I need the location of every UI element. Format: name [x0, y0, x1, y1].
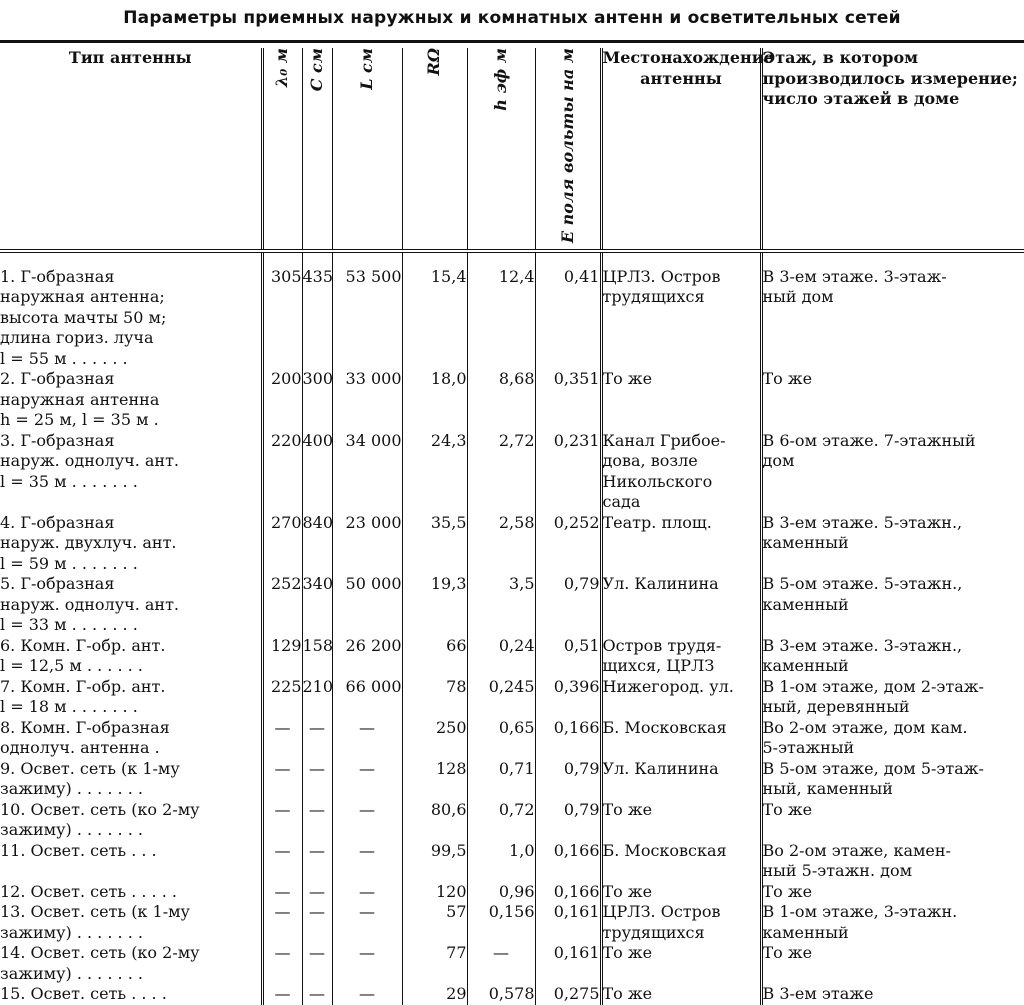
header-lambda-label: λ₀ м	[272, 48, 293, 87]
header-h	[467, 48, 535, 251]
antenna-type-line: наружная антенна;	[0, 287, 261, 308]
field-strength-cell: 0,51	[535, 636, 601, 677]
floor-line: ный, каменный	[763, 779, 1024, 800]
capacitance-cell: 340	[302, 574, 332, 636]
table-row	[0, 841, 1024, 882]
wavelength-cell: 220	[262, 431, 302, 513]
field-strength-cell: 0,161	[535, 943, 601, 984]
antenna-type-line: l = 33 м . . . . . . .	[0, 615, 261, 636]
floor-cell	[761, 984, 1024, 1005]
wavelength-cell: —	[262, 759, 302, 800]
header-l-label: L см	[357, 48, 378, 90]
capacitance-cell: 840	[302, 513, 332, 575]
floor-line: ный, деревянный	[763, 697, 1024, 718]
wavelength-cell: —	[262, 902, 302, 943]
antenna-type-line: наружная антенна	[0, 390, 261, 411]
location-cell	[601, 251, 761, 370]
antenna-type-cell	[0, 431, 262, 513]
location-cell	[601, 718, 761, 759]
floor-line: То же	[763, 882, 1024, 903]
effective-height-cell: 8,68	[467, 369, 535, 431]
table-body	[0, 251, 1024, 1005]
table-row	[0, 718, 1024, 759]
antenna-type-line: наруж. двухлуч. ант.	[0, 533, 261, 554]
header-row	[0, 48, 1024, 251]
floor-line: То же	[763, 369, 1024, 390]
wavelength-cell: 129	[262, 636, 302, 677]
location-line: дова, возле	[603, 451, 760, 472]
floor-cell	[761, 513, 1024, 575]
floor-cell	[761, 902, 1024, 943]
antenna-type-cell	[0, 574, 262, 636]
antenna-type-line: высота мачты 50 м;	[0, 308, 261, 329]
antenna-type-line: 6. Комн. Г-обр. ант.	[0, 636, 261, 657]
resistance-cell: 19,3	[402, 574, 467, 636]
antenna-type-cell	[0, 882, 262, 903]
floor-line: Во 2-ом этаже, дом кам.	[763, 718, 1024, 739]
header-place: Местонахождение антенны	[601, 48, 761, 251]
location-cell	[601, 369, 761, 431]
table-row	[0, 800, 1024, 841]
effective-height-cell: 12,4	[467, 251, 535, 370]
wavelength-cell: —	[262, 800, 302, 841]
wavelength-cell: —	[262, 718, 302, 759]
field-strength-cell: 0,166	[535, 882, 601, 903]
wavelength-cell: 305	[262, 251, 302, 370]
inductance-cell: 26 200	[332, 636, 402, 677]
floor-line: дом	[763, 451, 1024, 472]
effective-height-cell: 0,156	[467, 902, 535, 943]
table-row	[0, 984, 1024, 1005]
field-strength-cell: 0,166	[535, 841, 601, 882]
antenna-type-line: 12. Освет. сеть . . . . .	[0, 882, 261, 903]
floor-line: В 3-ем этаже. 3-этаж-	[763, 267, 1024, 288]
inductance-cell: —	[332, 800, 402, 841]
header-floor: Этаж, в котором производилось измерение; число этажей в доме	[761, 48, 1024, 251]
location-cell	[601, 677, 761, 718]
antenna-type-cell	[0, 677, 262, 718]
effective-height-cell: 2,58	[467, 513, 535, 575]
antenna-type-line: зажиму) . . . . . . .	[0, 923, 261, 944]
location-line: Б. Московская	[603, 841, 760, 862]
floor-cell	[761, 677, 1024, 718]
resistance-cell: 99,5	[402, 841, 467, 882]
floor-line: 5-этажный	[763, 738, 1024, 759]
antenna-type-line: h = 25 м, l = 35 м .	[0, 410, 261, 431]
antenna-type-line: 10. Освет. сеть (ко 2-му	[0, 800, 261, 821]
floor-line: В 1-ом этаже, дом 2-этаж-	[763, 677, 1024, 698]
antenna-type-line: однолуч. антенна .	[0, 738, 261, 759]
resistance-cell: 35,5	[402, 513, 467, 575]
antenna-type-line: наруж. однолуч. ант.	[0, 595, 261, 616]
effective-height-cell: 3,5	[467, 574, 535, 636]
capacitance-cell: —	[302, 882, 332, 903]
wavelength-cell: —	[262, 984, 302, 1005]
effective-height-cell: —	[467, 943, 535, 984]
floor-line: То же	[763, 943, 1024, 964]
location-line: То же	[603, 882, 760, 903]
table-row	[0, 574, 1024, 636]
location-line: щихся, ЦРЛЗ	[603, 656, 760, 677]
floor-cell	[761, 431, 1024, 513]
capacitance-cell: —	[302, 718, 332, 759]
table-row	[0, 943, 1024, 984]
field-strength-cell: 0,41	[535, 251, 601, 370]
capacitance-cell: —	[302, 943, 332, 984]
field-strength-cell: 0,161	[535, 902, 601, 943]
capacitance-cell: —	[302, 759, 332, 800]
table-row	[0, 636, 1024, 677]
resistance-cell: 250	[402, 718, 467, 759]
antenna-type-line: 14. Освет. сеть (ко 2-му	[0, 943, 261, 964]
capacitance-cell: —	[302, 800, 332, 841]
capacitance-cell: —	[302, 902, 332, 943]
antenna-type-line: 4. Г-образная	[0, 513, 261, 534]
inductance-cell: —	[332, 943, 402, 984]
header-lambda	[262, 48, 302, 251]
antenna-type-line: l = 35 м . . . . . . .	[0, 472, 261, 493]
table-row	[0, 431, 1024, 513]
antenna-type-line: 7. Комн. Г-обр. ант.	[0, 677, 261, 698]
floor-cell	[761, 251, 1024, 370]
table-row	[0, 369, 1024, 431]
effective-height-cell: 2,72	[467, 431, 535, 513]
location-line: Театр. площ.	[603, 513, 760, 534]
header-r	[402, 48, 467, 251]
antenna-type-cell	[0, 841, 262, 882]
table-row	[0, 251, 1024, 370]
inductance-cell: —	[332, 759, 402, 800]
floor-line: В 3-ем этаже. 3-этажн.,	[763, 636, 1024, 657]
capacitance-cell: —	[302, 984, 332, 1005]
table-row	[0, 759, 1024, 800]
floor-line: каменный	[763, 923, 1024, 944]
field-strength-cell: 0,166	[535, 718, 601, 759]
capacitance-cell: 435	[302, 251, 332, 370]
location-line: То же	[603, 800, 760, 821]
inductance-cell: 34 000	[332, 431, 402, 513]
resistance-cell: 78	[402, 677, 467, 718]
effective-height-cell: 0,71	[467, 759, 535, 800]
capacitance-cell: 300	[302, 369, 332, 431]
effective-height-cell: 0,578	[467, 984, 535, 1005]
wavelength-cell: 252	[262, 574, 302, 636]
location-cell	[601, 984, 761, 1005]
antenna-type-cell	[0, 943, 262, 984]
table-row	[0, 902, 1024, 943]
antenna-type-line: 5. Г-образная	[0, 574, 261, 595]
antenna-type-line: 8. Комн. Г-образная	[0, 718, 261, 739]
table-title: Параметры приемных наружных и комнатных антенн и осветительных сетей	[0, 8, 1024, 28]
field-strength-cell: 0,252	[535, 513, 601, 575]
location-line: То же	[603, 943, 760, 964]
location-cell	[601, 759, 761, 800]
resistance-cell: 29	[402, 984, 467, 1005]
inductance-cell: 50 000	[332, 574, 402, 636]
header-r-label: RΩ	[424, 48, 445, 76]
location-line: сада	[603, 492, 760, 513]
wavelength-cell: —	[262, 841, 302, 882]
resistance-cell: 66	[402, 636, 467, 677]
wavelength-cell: 200	[262, 369, 302, 431]
top-rule	[0, 40, 1024, 43]
capacitance-cell: 158	[302, 636, 332, 677]
field-strength-cell: 0,79	[535, 759, 601, 800]
location-cell	[601, 574, 761, 636]
antenna-type-cell	[0, 369, 262, 431]
location-line: ЦРЛЗ. Остров	[603, 267, 760, 288]
antenna-type-cell	[0, 800, 262, 841]
resistance-cell: 15,4	[402, 251, 467, 370]
location-line: трудящихся	[603, 287, 760, 308]
header-h-label: h эф м	[491, 48, 512, 111]
header-c-label: C см	[307, 48, 328, 91]
resistance-cell: 80,6	[402, 800, 467, 841]
floor-line: ный 5-этажн. дом	[763, 861, 1024, 882]
floor-line: В 3-ем этаже. 5-этажн.,	[763, 513, 1024, 534]
antenna-type-cell	[0, 718, 262, 759]
inductance-cell: —	[332, 718, 402, 759]
antenna-type-cell	[0, 984, 262, 1005]
antenna-type-line: 2. Г-образная	[0, 369, 261, 390]
antenna-type-line: 3. Г-образная	[0, 431, 261, 452]
location-cell	[601, 882, 761, 903]
antenna-type-line: 15. Освет. сеть . . . .	[0, 984, 261, 1005]
antenna-type-line: 13. Освет. сеть (к 1-му	[0, 902, 261, 923]
location-line: ЦРЛЗ. Остров	[603, 902, 760, 923]
header-e-label: E поля вольты на м	[560, 48, 575, 243]
floor-line: В 6-ом этаже. 7-этажный	[763, 431, 1024, 452]
table-row	[0, 513, 1024, 575]
location-line: Б. Московская	[603, 718, 760, 739]
field-strength-cell: 0,275	[535, 984, 601, 1005]
location-line: трудящихся	[603, 923, 760, 944]
field-strength-cell: 0,231	[535, 431, 601, 513]
location-cell	[601, 943, 761, 984]
resistance-cell: 18,0	[402, 369, 467, 431]
antenna-type-line: l = 12,5 м . . . . . .	[0, 656, 261, 677]
field-strength-cell: 0,396	[535, 677, 601, 718]
antenna-type-line: наруж. однолуч. ант.	[0, 451, 261, 472]
capacitance-cell: 210	[302, 677, 332, 718]
inductance-cell: —	[332, 984, 402, 1005]
location-line: Нижегород. ул.	[603, 677, 760, 698]
location-line: Ул. Калинина	[603, 759, 760, 780]
antenna-type-line: l = 55 м . . . . . .	[0, 349, 261, 370]
table-row	[0, 677, 1024, 718]
wavelength-cell: —	[262, 882, 302, 903]
inductance-cell: 33 000	[332, 369, 402, 431]
location-cell	[601, 902, 761, 943]
resistance-cell: 77	[402, 943, 467, 984]
capacitance-cell: 400	[302, 431, 332, 513]
location-cell	[601, 841, 761, 882]
antenna-type-cell	[0, 513, 262, 575]
table-row	[0, 882, 1024, 903]
floor-cell	[761, 800, 1024, 841]
inductance-cell: —	[332, 902, 402, 943]
floor-cell	[761, 369, 1024, 431]
header-type: Тип антенны	[0, 48, 262, 251]
wavelength-cell: 225	[262, 677, 302, 718]
floor-line: То же	[763, 800, 1024, 821]
location-line: То же	[603, 984, 760, 1005]
effective-height-cell: 0,96	[467, 882, 535, 903]
antenna-type-line: l = 59 м . . . . . . .	[0, 554, 261, 575]
location-line: Остров трудя-	[603, 636, 760, 657]
location-cell	[601, 800, 761, 841]
antenna-type-cell	[0, 636, 262, 677]
location-line: Канал Грибое-	[603, 431, 760, 452]
resistance-cell: 120	[402, 882, 467, 903]
floor-line: ный дом	[763, 287, 1024, 308]
location-cell	[601, 431, 761, 513]
effective-height-cell: 0,72	[467, 800, 535, 841]
floor-cell	[761, 636, 1024, 677]
header-c	[302, 48, 332, 251]
floor-cell	[761, 574, 1024, 636]
floor-line: В 5-ом этаже. 5-этажн.,	[763, 574, 1024, 595]
inductance-cell: 23 000	[332, 513, 402, 575]
inductance-cell: —	[332, 841, 402, 882]
location-cell	[601, 636, 761, 677]
floor-line: каменный	[763, 595, 1024, 616]
antenna-type-cell	[0, 251, 262, 370]
antenna-type-line: длина гориз. луча	[0, 328, 261, 349]
capacitance-cell: —	[302, 841, 332, 882]
effective-height-cell: 0,24	[467, 636, 535, 677]
antenna-type-line: зажиму) . . . . . . .	[0, 820, 261, 841]
resistance-cell: 128	[402, 759, 467, 800]
inductance-cell: 53 500	[332, 251, 402, 370]
location-line: Никольского	[603, 472, 760, 493]
antenna-type-cell	[0, 902, 262, 943]
antenna-parameters-table	[0, 48, 1024, 1005]
field-strength-cell: 0,79	[535, 574, 601, 636]
field-strength-cell: 0,79	[535, 800, 601, 841]
antenna-type-line: зажиму) . . . . . . .	[0, 964, 261, 985]
header-e	[535, 48, 601, 251]
header-l	[332, 48, 402, 251]
resistance-cell: 24,3	[402, 431, 467, 513]
floor-cell	[761, 718, 1024, 759]
antenna-type-line: 9. Освет. сеть (к 1-му	[0, 759, 261, 780]
floor-line: Во 2-ом этаже, камен-	[763, 841, 1024, 862]
location-cell	[601, 513, 761, 575]
effective-height-cell: 0,65	[467, 718, 535, 759]
floor-cell	[761, 882, 1024, 903]
wavelength-cell: —	[262, 943, 302, 984]
location-line: То же	[603, 369, 760, 390]
floor-line: В 3-ем этаже	[763, 984, 1024, 1005]
floor-line: каменный	[763, 533, 1024, 554]
floor-cell	[761, 943, 1024, 984]
inductance-cell: —	[332, 882, 402, 903]
wavelength-cell: 270	[262, 513, 302, 575]
floor-line: В 5-ом этаже, дом 5-этаж-	[763, 759, 1024, 780]
inductance-cell: 66 000	[332, 677, 402, 718]
field-strength-cell: 0,351	[535, 369, 601, 431]
effective-height-cell: 1,0	[467, 841, 535, 882]
floor-line: каменный	[763, 656, 1024, 677]
location-line: Ул. Калинина	[603, 574, 760, 595]
antenna-type-line: l = 18 м . . . . . . .	[0, 697, 261, 718]
antenna-type-line: зажиму) . . . . . . .	[0, 779, 261, 800]
floor-cell	[761, 759, 1024, 800]
antenna-type-cell	[0, 759, 262, 800]
antenna-type-line: 1. Г-образная	[0, 267, 261, 288]
resistance-cell: 57	[402, 902, 467, 943]
antenna-type-line: 11. Освет. сеть . . .	[0, 841, 261, 862]
effective-height-cell: 0,245	[467, 677, 535, 718]
floor-line: В 1-ом этаже, 3-этажн.	[763, 902, 1024, 923]
floor-cell	[761, 841, 1024, 882]
